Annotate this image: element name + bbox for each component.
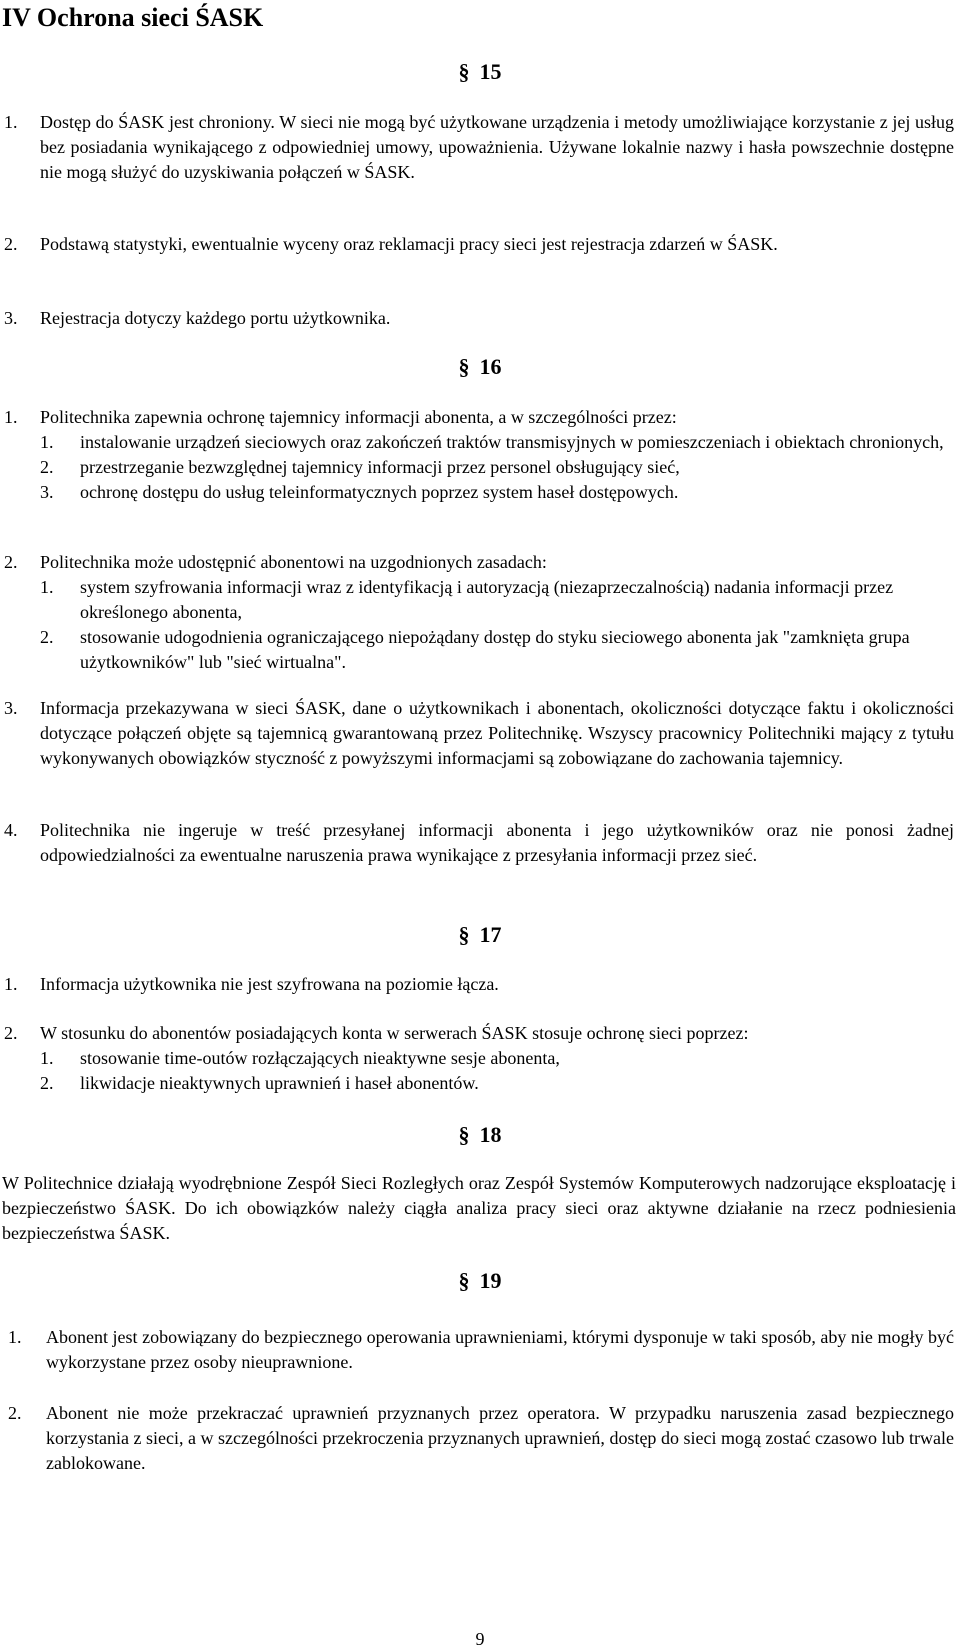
section-symbol: § <box>458 1122 470 1147</box>
section-heading-16 <box>0 352 960 382</box>
item-number: 3. <box>4 308 18 328</box>
item-text: Abonent nie może przekraczać uprawnień przyznanych przez operatora. W przypadku naruszenia zasad bezpiecznego korzystania z sieci, a w szczególności przekroczenia przyznanych uprawnień, dostęp do sieci mogą zostać czasowo lub trwale zablokowane. <box>46 1403 954 1473</box>
section-number: 17 <box>479 922 502 947</box>
sub-item-text: likwidacje nieaktywnych uprawnień i haseł abonentów. <box>80 1073 479 1093</box>
paragraph-text: W Politechnice działają wyodrębnione Zespół Sieci Rozległych oraz Zespół Systemów Komputerowych nadzorujące eksploatację i bezpieczeństwo ŚASK. Do ich obowiązków należy ciągła analiza pracy sieci oraz aktywne działanie na rzecz podniesienia bezpieczeństwa ŚASK. <box>2 1173 956 1243</box>
sub-item <box>0 1046 960 1071</box>
section-19-item-1 <box>0 1325 960 1375</box>
item-text: Rejestracja dotyczy każdego portu użytkownika. <box>40 308 391 328</box>
chapter-title: IV Ochrona sieci ŚASK <box>2 3 264 32</box>
sub-item-number: 1. <box>40 1048 54 1068</box>
item-text: Politechnika może udostępnić abonentowi na uzgodnionych zasadach: <box>40 552 547 572</box>
item-number: 2. <box>4 234 18 254</box>
section-number: 16 <box>479 354 502 379</box>
item-text: Dostęp do ŚASK jest chroniony. W sieci nie mogą być użytkowane urządzenia i metody umożliwiające korzystanie z jej usług bez posiadania wynikającego z odpowiedniej umowy, upoważnienia. Używane lokalnie nazwy i hasła powszechnie dostępne nie mogą służyć do uzyskiwania połączeń w ŚASK. <box>40 112 954 182</box>
sub-item-text: instalowanie urządzeń sieciowych oraz zakończeń traktów transmisyjnych w pomieszczeniach i obiektach chronionych, <box>80 432 944 452</box>
item-text: Politechnika zapewnia ochronę tajemnicy informacji abonenta, a w szczególności przez: <box>40 407 677 427</box>
section-15-item-1 <box>0 110 960 185</box>
sub-item-text: stosowanie udogodnienia ograniczającego niepożądany dostęp do styku sieciowego abonenta jak "zamknięta grupa użytkowników" lub "sieć wirtualna". <box>80 627 910 672</box>
section-heading-15 <box>0 57 960 87</box>
section-heading-19 <box>0 1266 960 1296</box>
sub-item <box>0 480 960 505</box>
sub-item-number: 2. <box>40 457 54 477</box>
sub-item <box>0 455 960 480</box>
item-number: 1. <box>4 112 18 132</box>
sub-item-text: system szyfrowania informacji wraz z identyfikacją i autoryzacją (niezaprzeczalnością) nadania informacji przez określonego abonenta, <box>80 577 894 622</box>
item-number: 4. <box>4 820 18 840</box>
item-text: W stosunku do abonentów posiadających konta w serwerach ŚASK stosuje ochronę sieci poprzez: <box>40 1023 749 1043</box>
section-15-item-3 <box>0 306 960 331</box>
section-symbol: § <box>458 354 470 379</box>
item-text: Podstawą statystyki, ewentualnie wyceny oraz reklamacji pracy sieci jest rejestracja zdarzeń w ŚASK. <box>40 234 778 254</box>
section-symbol: § <box>458 1268 470 1293</box>
section-heading-18 <box>0 1120 960 1150</box>
section-15-item-2 <box>0 232 960 257</box>
item-number: 3. <box>4 698 18 718</box>
section-number: 15 <box>479 59 502 84</box>
section-17-item-1 <box>0 972 960 997</box>
sub-item-number: 2. <box>40 627 54 647</box>
section-16-item-3 <box>0 696 960 771</box>
sub-item-number: 3. <box>40 482 54 502</box>
section-number: 18 <box>479 1122 502 1147</box>
item-text: Politechnika nie ingeruje w treść przesyłanej informacji abonenta i jego użytkowników oraz nie ponosi żadnej odpowiedzialności za ewentualne naruszenia prawa wynikające z przesyłania informacji przez sieć. <box>40 820 954 865</box>
page-number: 9 <box>475 1629 485 1649</box>
sub-item <box>0 430 960 455</box>
item-number: 2. <box>8 1403 22 1423</box>
item-number: 2. <box>4 552 18 572</box>
sub-item-text: ochronę dostępu do usług teleinformatycznych poprzez system haseł dostępowych. <box>80 482 679 502</box>
item-number: 2. <box>4 1023 18 1043</box>
section-16-item-4 <box>0 818 960 868</box>
item-number: 1. <box>4 407 18 427</box>
sub-item-number: 2. <box>40 1073 54 1093</box>
item-number: 1. <box>8 1327 22 1347</box>
section-16-item-2 <box>0 550 960 675</box>
item-text: Abonent jest zobowiązany do bezpiecznego operowania uprawnieniami, którymi dysponuje w taki sposób, aby nie mogły być wykorzystane przez osoby nieuprawnione. <box>46 1327 954 1372</box>
sub-item-text: przestrzeganie bezwzględnej tajemnicy informacji przez personel obsługujący sieć, <box>80 457 680 477</box>
section-19-item-2 <box>0 1401 960 1476</box>
sub-item <box>0 625 960 675</box>
section-symbol: § <box>458 922 470 947</box>
section-heading-17 <box>0 920 960 950</box>
sub-item <box>0 1071 960 1096</box>
section-18-paragraph <box>0 1171 960 1246</box>
item-number: 1. <box>4 974 18 994</box>
section-17-item-2 <box>0 1021 960 1096</box>
section-number: 19 <box>479 1268 502 1293</box>
sub-item-number: 1. <box>40 577 54 597</box>
section-16-item-1 <box>0 405 960 505</box>
item-text: Informacja przekazywana w sieci ŚASK, dane o użytkownikach i abonentach, okoliczności dotyczące faktu i okoliczności dotyczące połączeń objęte są tajemnicą gwarantowaną przez Politechnikę. Wszyscy pracownicy Politechniki mający z tytułu wykonywanych obowiązków styczność z powyższymi informacjami są zobowiązane do zachowania tajemnicy. <box>40 698 954 768</box>
sub-item-text: stosowanie time-outów rozłączających nieaktywne sesje abonenta, <box>80 1048 560 1068</box>
sub-item <box>0 575 960 625</box>
section-symbol: § <box>458 59 470 84</box>
item-text: Informacja użytkownika nie jest szyfrowana na poziomie łącza. <box>40 974 499 994</box>
sub-item-number: 1. <box>40 432 54 452</box>
